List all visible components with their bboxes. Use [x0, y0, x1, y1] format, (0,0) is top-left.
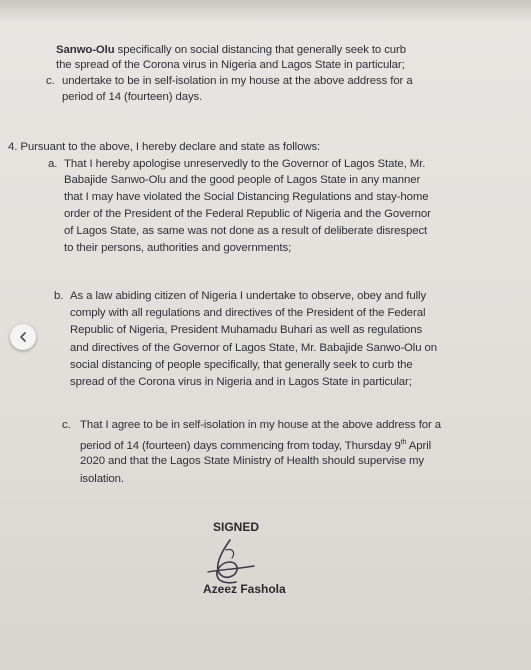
item-a-line: That I hereby apologise unreservedly to the Governor of Lagos State, Mr.: [64, 158, 426, 170]
top-line-1-text: specifically on social distancing that generally seek to curb: [114, 44, 406, 56]
item-c-line-2-text: period of 14 (fourteen) days commencing from today, Thursday 9: [80, 439, 401, 452]
chevron-left-icon: [17, 331, 29, 343]
handwritten-signature: [196, 536, 266, 588]
item-b-line: comply with all regulations and directives of the President of the Federal: [70, 307, 426, 319]
item-c-line-2: [80, 436, 431, 453]
item-a-line: order of the President of the Federal Republic of Nigeria and the Governor: [64, 208, 431, 220]
top-line-1: [56, 43, 406, 57]
item-a-line: that I may have violated the Social Distancing Regulations and stay-home: [64, 191, 429, 203]
top-item-c-marker: c.: [46, 75, 55, 87]
section-4-heading: 4. Pursuant to the above, I hereby declare and state as follows:: [8, 141, 321, 153]
item-c-line-1: That I agree to be in self-isolation in my house at the above address for a: [80, 419, 442, 431]
item-a-marker: a.: [48, 158, 58, 170]
item-a-line: to their persons, authorities and governments;: [64, 242, 292, 254]
item-c-line-2-month: April: [406, 439, 432, 452]
item-b-line: Republic of Nigeria, President Muhamadu Buhari as well as regulations: [70, 324, 423, 336]
item-b-line: spread of the Corona virus in Nigeria and in Lagos State in particular;: [70, 376, 412, 388]
item-c-marker: c.: [62, 419, 71, 431]
previous-slide-button[interactable]: [10, 324, 36, 350]
item-c-line-4: isolation.: [80, 473, 124, 485]
signer-name: Azeez Fashola: [203, 582, 286, 596]
page-shadow: [0, 0, 531, 22]
top-item-c-line-1: undertake to be in self-isolation in my house at the above address for a: [62, 75, 413, 87]
item-b-line: As a law abiding citizen of Nigeria I undertake to observe, obey and fully: [70, 290, 427, 302]
item-a-line: Babajide Sanwo-Olu and the good people of Lagos State in any manner: [64, 174, 421, 186]
name-sanwo-olu: Sanwo-Olu: [56, 44, 115, 56]
ordinal-suffix: th: [400, 439, 407, 446]
signed-label: SIGNED: [213, 520, 260, 534]
top-line-2: the spread of the Corona virus in Nigeria and Lagos State in particular;: [56, 59, 405, 71]
item-b-marker: b.: [54, 290, 64, 302]
item-b-line: and directives of the Governor of Lagos State, Mr. Babajide Sanwo-Olu on: [70, 342, 438, 354]
item-b-line: social distancing of people specifically, that generally seek to curb the: [70, 359, 413, 371]
item-c-line-3: 2020 and that the Lagos State Ministry of Health should supervise my: [80, 455, 424, 467]
item-a-line: of Lagos State, as same was not done as a result of deliberate disrespect: [64, 225, 428, 237]
top-item-c-line-2: period of 14 (fourteen) days.: [62, 91, 203, 103]
